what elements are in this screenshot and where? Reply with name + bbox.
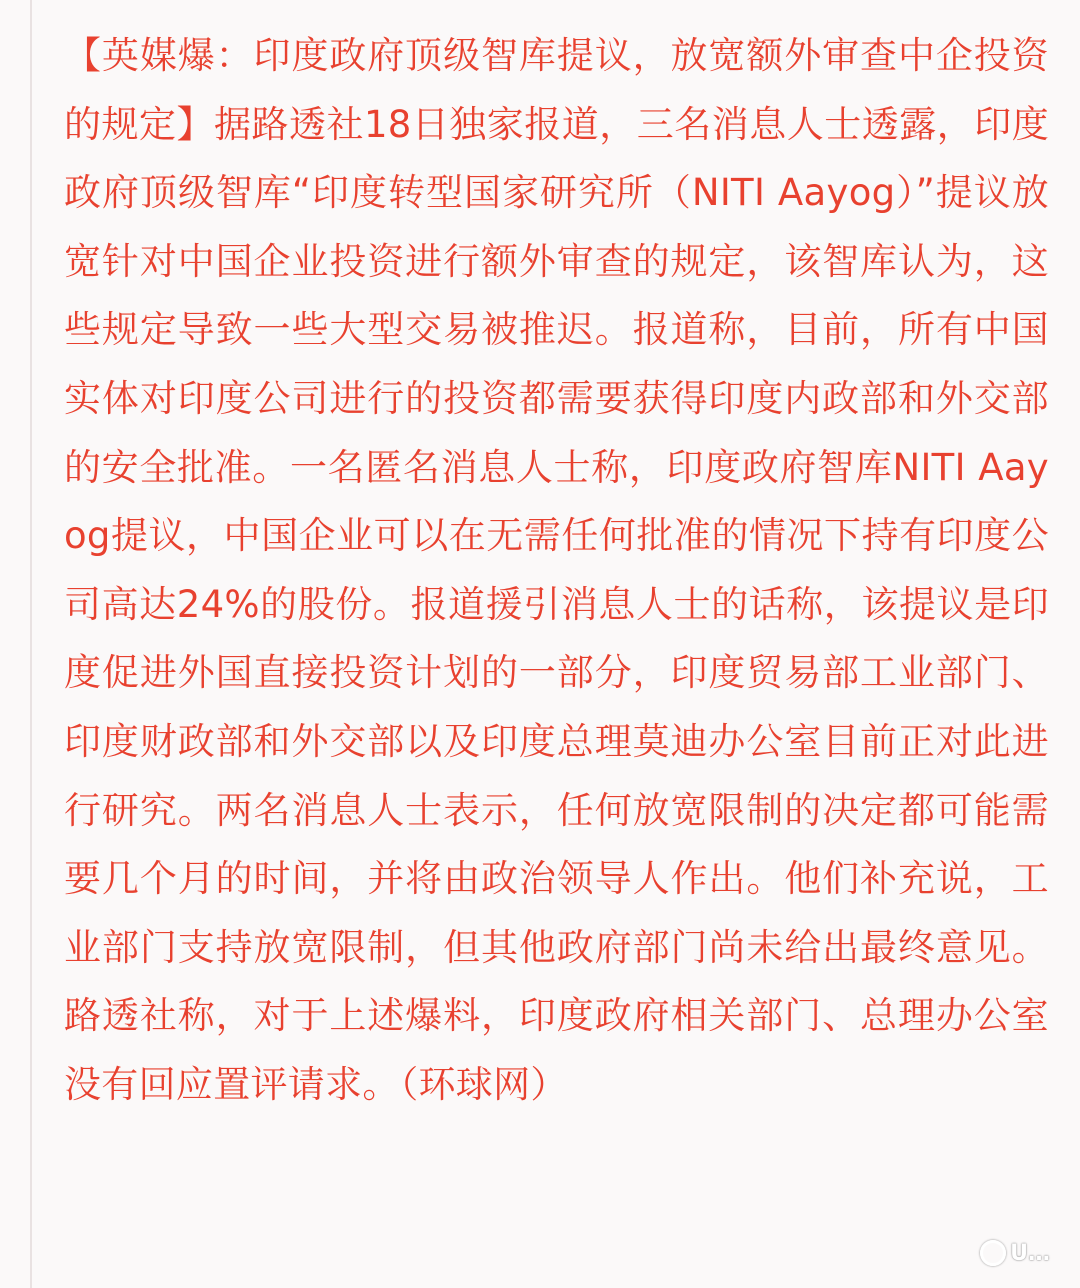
watermark (980, 1236, 1050, 1270)
left-divider (30, 0, 32, 1288)
article-body: 【英媒爆：印度政府顶级智库提议，放宽额外审查中企投资的规定】据路透社18日独家报道，三名消息人士透露，印度政府顶级智库“印度转型国家研究所（NITI Aayog）”提议放宽针对中国企业投资进行额外审查的规定，该智库认为，这些规定导致一些大型交易被推迟。报道称，目前，所有中国实体对印度公司进行的投资都需要获得印度内政部和外交部的安全批准。一名匿名消息人士称，印度政府智库NITI Aayog提议，中国企业可以在无需任何批准的情况下持有印度公司高达24%的股份。报道援引消息人士的话称，该提议是印度促进外国直接投资计划的一部分，印度贸易部工业部门、印度财政部和外交部以及印度总理莫迪办公室目前正对此进行研究。两名消息人士表示，任何放宽限制的决定都可能需要几个月的时间，并将由政治领导人作出。他们补充说，工业部门支持放宽限制，但其他政府部门尚未给出最终意见。路透社称，对于上述爆料，印度政府相关部门、总理办公室没有回应置评请求。（环球网） (64, 34, 1049, 1106)
watermark-logo-icon (980, 1240, 1006, 1266)
watermark-text: U… (1010, 1240, 1050, 1266)
